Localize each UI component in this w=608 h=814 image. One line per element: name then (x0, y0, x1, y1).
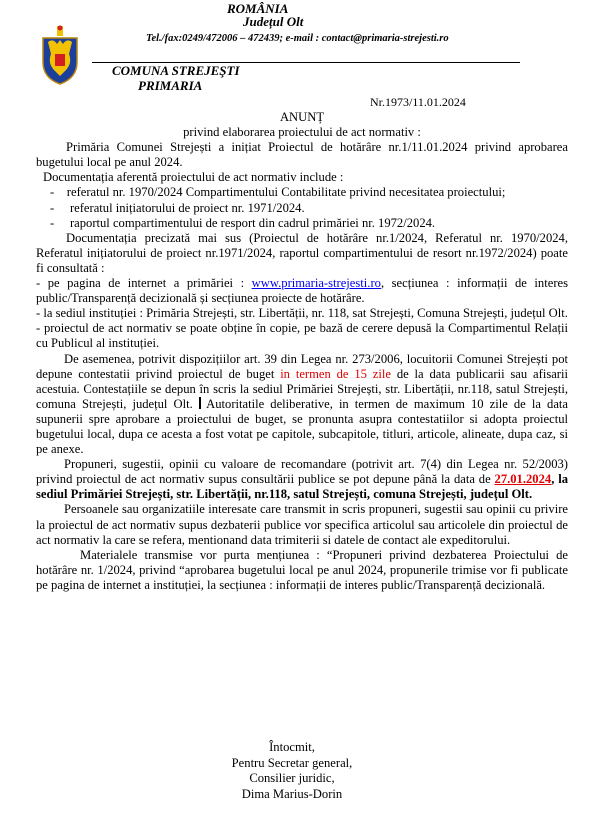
city-hall-name: PRIMARIA (138, 78, 203, 93)
documents-intro: Documentația aferentă proiectului de act normativ include : (43, 170, 344, 185)
signature-name: Dima Marius-Dorin (241, 786, 343, 801)
web-suffix: , secțiunea : informații de interes public/Transparență decizională și secțiunea proiecte de hotărâre. (36, 276, 569, 306)
signature-line: Întocmit, (269, 740, 315, 754)
proposals-comma: , (551, 472, 555, 487)
paragraph-persons: Persoanele sau organizatiile interesate care transmit in scris propuneri, sugestii sau opinii cu privire la proiectul de act normativ supus dezbaterii publice vor specifica articolul sau articolele din proiectul de act normativ la care se refera, mentionand data trimiterii si datele de contact ale expeditorului. (36, 502, 568, 547)
paragraph-materials: Materialele transmise vor purta mențiunea : “Propuneri privind dezbaterea Proiectului de hotărâre nr. 1/2024, privind “aprobarea bugetului local pe anul 2024, propunerile trimise vor fi publicate pe pagina de internet a instituției, la secțiunea : informații de interes public/Transparență decizională. (36, 547, 568, 592)
signature-block (212, 740, 372, 802)
paragraph-consult: Documentația precizată mai sus (Proiectul de hotărâre nr.1/2024, Referatul nr. 1970/2024, Referatul inițiatorului de proiect nr.1971/2024, raportul compartimentului de resort nr.1972/2024) poate fi consultată : (36, 230, 568, 275)
paragraph-headquarters: - la sediul instituției : Primăria Strejești, str. Libertății, nr. 118, sat Strejești, Comuna Strejești, județul Olt. (36, 306, 568, 321)
announcement-title: ANUNȚ (279, 110, 325, 124)
contest-deadline: in termen de 15 zile (280, 366, 391, 381)
paragraph-contest (36, 352, 568, 458)
contest-suffix: de la data publicarii sau afisarii acestuia. Contestațiile se depun în scris la sediul Primăriei Strejești, str. Libertății, nr.118, satul Strejești, comuna Strejești, județul Olt. (36, 366, 568, 411)
document-item-text: referatul inițiatorului de proiect nr. 1971/2024. (69, 200, 305, 215)
proposals-prefix: Propuneri, sugestii, opinii cu valoare de recomandare (potrivit art. 7(4) din Legea nr. 52/2003) privind proiectul de act normativ supus consultării publice se pot depune până la data de (36, 457, 568, 487)
paragraph-initiated: Primăria Comunei Strejești a inițiat Proiectul de hotărâre nr.1/11.01.2024 privind aprobarea bugetului local pe anul 2024. (36, 140, 568, 170)
document-item: - raportul compartimentului de resport din cadrul primăriei nr. 1972/2024. (50, 215, 436, 230)
paragraph-proposals (36, 457, 568, 502)
contest-prefix: De asemenea, potrivit dispozițiilor art. 39 din Legea nr. 273/2006, locuitorii Comunei Strejești pot depune contestatii privind proiectul de buget (36, 351, 568, 381)
document-item-text: raportul compartimentului de resport din cadrul primăriei nr. 1972/2024. (69, 215, 436, 230)
web-prefix: - pe pagina de internet a primăriei : (36, 276, 252, 291)
romania-coat-of-arms-icon (40, 24, 80, 86)
website-link[interactable]: www.primaria-strejesti.ro (251, 276, 381, 291)
proposals-deadline-date: 27.01.2024 (494, 472, 552, 487)
paragraph-web (36, 276, 568, 306)
registration-number: Nr.1973/11.01.2024 (370, 95, 466, 109)
paragraph-copy: - proiectul de act normativ se poate obține în copie, pe bază de cerere depusă la Compartimentul Relații cu Publicul al instituției. (36, 321, 568, 351)
announcement-subtitle: privind elaborarea proiectului de act normativ : (183, 125, 421, 140)
signature-line: Pentru Secretar general, (231, 755, 353, 770)
text-cursor (199, 397, 201, 409)
document-item-text: referatul nr. 1970/2024 Compartimentului Contabilitate privind necesitatea proiectului; (66, 185, 506, 200)
document-item: - referatul inițiatorului de proiect nr. 1971/2024. (50, 200, 305, 215)
proposals-location: la sediul Primăriei Strejești, str. Libertății, nr.118, satul Strejești, comuna Strejești, județul Olt. (36, 472, 568, 502)
document-item: - referatul nr. 1970/2024 Compartimentului Contabilitate privind necesitatea proiectului; (50, 185, 506, 200)
county-name: Județul Olt (243, 14, 304, 29)
signature-line: Consilier juridic, (249, 771, 335, 786)
country-name: ROMÂNIA (227, 1, 289, 16)
contact-line: Tel./fax:0249/472006 – 472439; e-mail : contact@primaria-strejesti.ro (146, 33, 449, 44)
commune-name: COMUNA STREJEŞTI (112, 63, 240, 78)
contest-rest: Autoritatile deliberative, in termen de maximum 10 zile de la data supunerii spre aprobare a proiectului de buget, se pronunta asupra contestatiilor si adopta proiectul bugetului local, dupa ce acesta a fost votat pe capitole, subcapitole, titluri, articole, alineate, dupa caz, si pe anexe. (36, 396, 568, 457)
announcement-body (36, 110, 568, 593)
